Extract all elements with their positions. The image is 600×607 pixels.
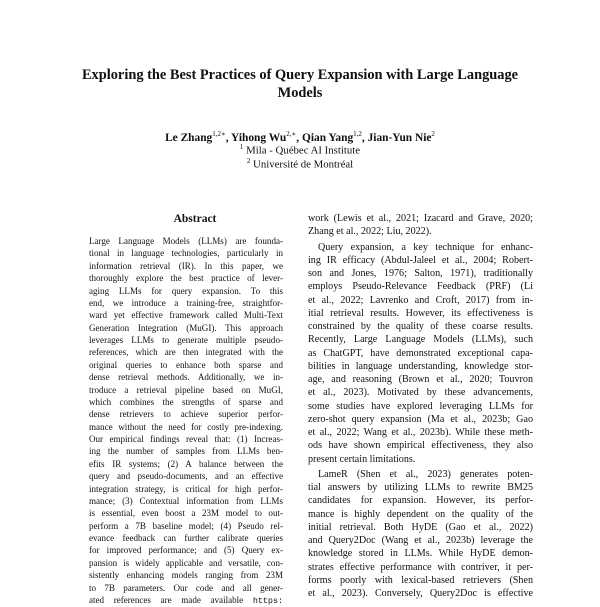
body-line: son and Jones, 1976; Salton, 1971), traditionally — [308, 268, 533, 279]
author-affiliation-marker: 2,∗ — [286, 130, 297, 138]
paper-title — [60, 66, 540, 102]
body-line: LameR (Shen et al., 2023) generates poten- — [318, 468, 533, 480]
abstract-line: references, which are then integrated with the — [89, 347, 283, 358]
body-line: forms poorly with lexical-based retrievers (Shen — [308, 574, 533, 586]
abstract-line: end, we introduce a training-free, straightfor- — [89, 297, 283, 308]
affiliation-marker: 1 — [239, 143, 244, 151]
abstract-line: troduce a retrieval pipeline based on MuGI, — [89, 384, 283, 395]
author-name: Le Zhang — [165, 131, 213, 144]
abstract-line: query and pseudo-documents, and an effective — [89, 471, 283, 482]
abstract-line-text: ated references are made available — [89, 594, 253, 605]
body-line: Query expansion, a key technique for enhanc- — [318, 241, 533, 253]
abstract-line: integration strategy, is critical for high perfor- — [89, 483, 283, 494]
author-affiliation-marker: 2 — [431, 130, 435, 138]
abstract-line: mance without the need for costly pre-indexing. — [89, 421, 283, 432]
body-line: Zhang et al., 2022; Liu, 2022). — [308, 226, 432, 238]
body-line: bilities in language understanding, knowledge stor- — [308, 360, 533, 372]
abstract-text — [89, 235, 283, 606]
body-line: candidates for expansion. However, its perfor- — [308, 495, 533, 507]
abstract-heading: Abstract — [173, 213, 217, 225]
abstract-line: efits IR systems; (2) A balance between the — [89, 458, 283, 469]
body-line: Recently, Large Language Models (LLMs), such — [308, 334, 533, 346]
abstract-line: thoroughly explore the best practice of lever- — [89, 273, 283, 284]
body-line: work (Lewis et al., 2021; Izacard and Grave, 2020; — [308, 213, 533, 224]
body-line: et al., 2022; Wang et al., 2023b). While these meth- — [308, 427, 533, 438]
body-line: ods have shown empirical effectiveness, they also — [308, 440, 533, 452]
body-line: strates effective performance with contriver, it per- — [308, 561, 533, 573]
body-line: et al., 2022; Lavrenko and Croft, 2017) from in- — [308, 294, 533, 306]
author-affiliation-marker: 1,2∗ — [212, 130, 226, 138]
abstract-line: which combines the strengths of sparse and — [89, 396, 283, 407]
abstract-line: mance; (3) Contextual information from LLMs — [89, 495, 283, 506]
abstract-line: ing the number of samples from LLMs ben- — [89, 446, 283, 457]
abstract-line: Our empirical findings reveal that: (1) Increas- — [89, 434, 283, 444]
abstract-line: information retrieval (IR). In this paper, we — [89, 260, 283, 271]
introduction-text — [308, 212, 533, 600]
abstract-line: ward yet effective framework called Multi-Text — [89, 310, 283, 321]
body-line: et al., 2023). Conversely, Query2Doc is effective — [308, 588, 533, 599]
title-line: Exploring the Best Practices of Query Expansion with Large Language — [81, 67, 519, 83]
author-affiliation-marker: 1,2 — [353, 130, 362, 138]
affiliation-marker: 2 — [246, 157, 251, 165]
author-name: Yihong Wu — [231, 131, 287, 144]
abstract-line: dense retrievers to achieve superior perfor- — [89, 409, 283, 420]
body-line: some studies have explored leveraging LLMs for — [308, 400, 533, 412]
body-line: constrained by the quality of these coarse results. — [308, 321, 533, 332]
author-name: Qian Yang — [301, 131, 354, 144]
abstract-line: original queries to enhance both sparse and — [89, 359, 283, 370]
body-line: zero-shot query expansion (Ma et al., 2023b; Gao — [308, 413, 533, 425]
code-availability-link[interactable]: https: — [252, 595, 283, 606]
affiliation-name: Université de Montréal — [253, 158, 354, 171]
body-line: ing IR efficacy (Abdul-Jaleel et al., 2004; Robert- — [308, 254, 533, 266]
abstract-line: tional in language technologies, particularly in — [89, 248, 283, 259]
body-line: as ChatGPT, have demonstrated exceptional capa- — [308, 347, 533, 359]
body-line: present certain limitations. — [308, 453, 416, 465]
body-line: age, and reasoning (Brown et al., 2020; Touvron — [308, 374, 533, 385]
author-separator: , — [225, 131, 232, 144]
abstract-line: perform a 7B baseline model; (4) Pseudo rel- — [89, 520, 283, 531]
body-line: mance is highly dependent on the quality of the — [308, 508, 533, 520]
abstract-line: aging LLMs for query expansion. To this — [89, 285, 283, 296]
author-separator: , — [361, 131, 368, 144]
abstract-line: leverages LLMs to generate multiple pseudo- — [89, 335, 283, 345]
abstract-line: to 7B parameters. Our code and all gener- — [89, 582, 283, 593]
body-line: tial answers by utilizing LLMs to rewrite BM25 — [308, 482, 533, 493]
affiliation-name: Mila - Québec AI Institute — [246, 144, 361, 157]
abstract-line: for improved performance; and (5) Query ex- — [89, 545, 283, 556]
affiliation-2 — [60, 155, 540, 172]
title-line: Models — [277, 85, 323, 101]
abstract-line: sistently enhancing models ranging from 23M — [89, 570, 283, 581]
body-line: initial retrieval. Both HyDE (Gao et al., 2022) — [308, 521, 533, 533]
abstract-line: evance feedback can further calibrate queries — [89, 533, 283, 543]
body-line: and Query2Doc (Wang et al., 2023b) leverage the — [308, 535, 533, 546]
abstract-line: Large Language Models (LLMs) are founda- — [89, 236, 283, 246]
abstract-line: pansion is widely applicable and versatile, con- — [89, 557, 283, 568]
abstract-line: dense retrieval methods. Additionally, we in- — [89, 372, 283, 383]
body-line: employs Pseudo-Relevance Feedback (PRF) (Li — [308, 281, 533, 293]
body-line: itial retrieval results. However, its effectiveness is — [308, 307, 533, 319]
body-line: et al., 2023). Motivated by these advancements, — [308, 387, 533, 399]
body-line: knowledge stored in LLMs. While HyDE demon- — [308, 548, 533, 560]
abstract-line — [89, 594, 283, 606]
author-name: Jian-Yun Nie — [367, 131, 432, 144]
abstract-line: is essential, even boost a 23M model to out- — [89, 508, 283, 519]
abstract-line: Generation Integration (MuGI). This approach — [89, 322, 283, 333]
author-separator: , — [296, 131, 302, 144]
